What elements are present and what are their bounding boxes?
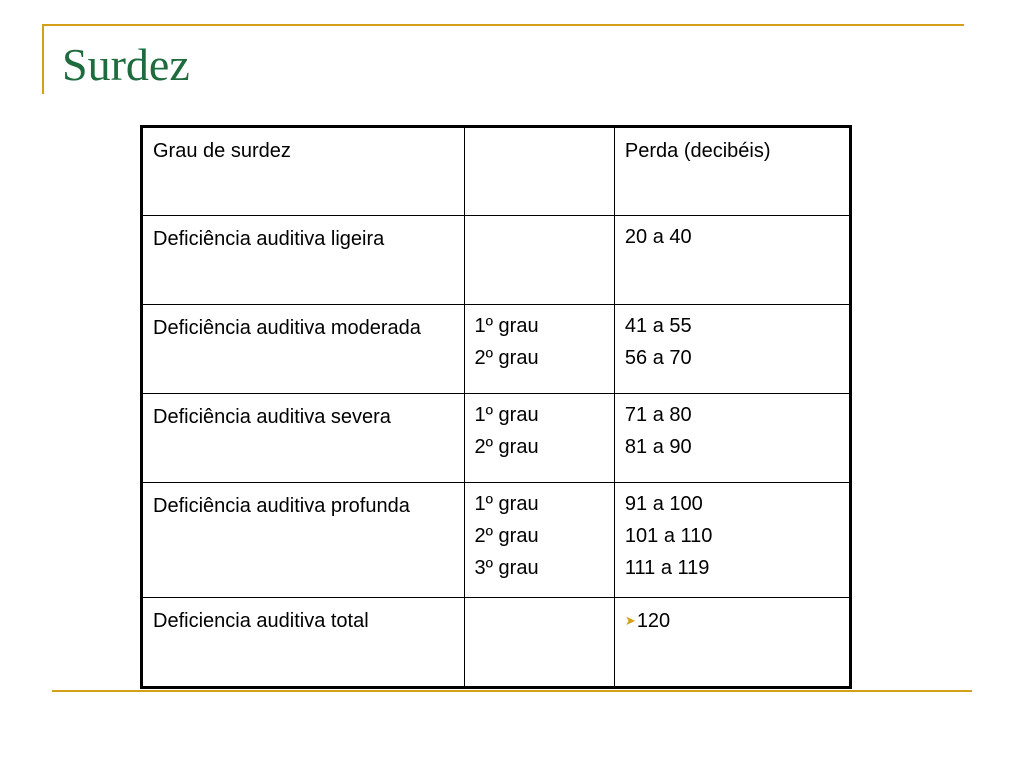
table-row <box>142 216 851 305</box>
left-accent-line <box>42 24 44 94</box>
loss-cell <box>614 305 850 394</box>
subgrade-cell <box>464 598 614 688</box>
bottom-accent-line <box>52 690 972 692</box>
table-row <box>142 305 851 394</box>
grade-cell: Deficiencia auditiva total <box>142 598 465 688</box>
loss-value: 71 a 80 <box>624 404 692 426</box>
subgrade-cell <box>464 394 614 483</box>
table-header-row <box>142 127 851 216</box>
loss-value: 81 a 90 <box>624 436 692 458</box>
slide-title: Surdez <box>62 39 190 90</box>
loss-value: 120 <box>636 610 671 632</box>
loss-value: 111 a 119 <box>624 557 710 579</box>
grade-cell: Deficiência auditiva profunda <box>142 483 465 598</box>
subgrade-value: 3º grau <box>474 557 539 579</box>
header-subgrade <box>464 127 614 216</box>
subgrade-value: 1º grau <box>474 315 539 337</box>
subgrade-cell <box>464 216 614 305</box>
grade-cell: Deficiência auditiva severa <box>142 394 465 483</box>
deafness-table <box>140 125 852 689</box>
table-row <box>142 394 851 483</box>
loss-value: 56 a 70 <box>624 347 692 369</box>
header-loss: Perda (decibéis) <box>614 127 850 216</box>
loss-cell <box>614 394 850 483</box>
subgrade-value: 2º grau <box>474 436 539 458</box>
loss-value: 91 a 100 <box>624 493 703 515</box>
arrow-bullet-icon: ➤ <box>624 613 636 628</box>
table-row <box>142 483 851 598</box>
loss-cell <box>614 216 850 305</box>
subgrade-cell <box>464 483 614 598</box>
loss-value: 20 a 40 <box>624 226 692 248</box>
subgrade-value: 1º grau <box>474 493 539 515</box>
table-row <box>142 598 851 688</box>
top-accent-line <box>42 24 964 26</box>
header-grade: Grau de surdez <box>142 127 465 216</box>
loss-value: 101 a 110 <box>624 525 713 547</box>
grade-cell: Deficiência auditiva ligeira <box>142 216 465 305</box>
subgrade-value: 2º grau <box>474 347 539 369</box>
loss-cell <box>614 483 850 598</box>
grade-cell: Deficiência auditiva moderada <box>142 305 465 394</box>
subgrade-value: 1º grau <box>474 404 539 426</box>
subgrade-cell <box>464 305 614 394</box>
subgrade-value: 2º grau <box>474 525 539 547</box>
loss-cell <box>614 598 850 688</box>
loss-value: 41 a 55 <box>624 315 692 337</box>
